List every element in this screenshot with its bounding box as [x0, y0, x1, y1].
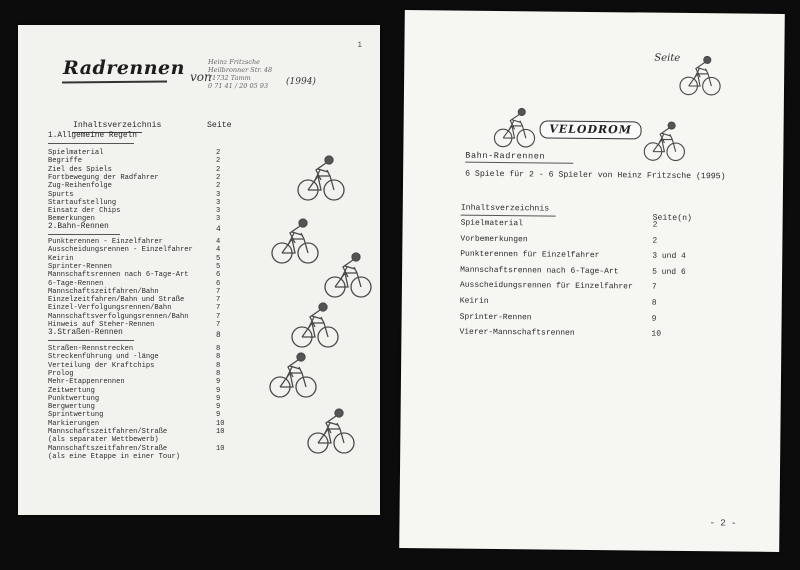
- toc-entry-page: 4: [216, 246, 221, 255]
- toc-entry-label: 6-Tage-Rennen: [48, 279, 104, 288]
- toc-entry: [48, 313, 223, 321]
- toc-entry-label: Mannschaftsrennen nach 6-Tage-Art: [460, 265, 619, 277]
- toc-entry-label: Markierungen: [48, 419, 100, 428]
- toc-entry-label: Ausscheidungsrennen - Einzelfahrer: [48, 246, 193, 255]
- document-subheading: 6 Spiele für 2 - 6 Spieler von Heinz Fritzsche (1995): [465, 169, 726, 182]
- toc-entry-page: 8: [216, 345, 221, 353]
- toc-entry: [48, 271, 223, 279]
- toc-heading: Inhaltsverzeichnis: [460, 203, 550, 214]
- toc-entry-label: Keirin: [48, 254, 74, 263]
- section-title: 1.Allgemeine Regeln: [48, 132, 137, 140]
- right-document-page: [399, 10, 785, 552]
- toc-entry: [461, 218, 731, 233]
- toc-entry-page: 2: [216, 149, 221, 157]
- toc-entry-page: 2: [216, 182, 221, 191]
- toc-entry-label: Zeitwertung: [48, 386, 95, 395]
- cyclist-icon: [323, 247, 373, 302]
- toc-entry: [48, 378, 223, 386]
- toc-entry-page: 8: [216, 361, 221, 370]
- toc-entry-label: Streckenführung und -länge: [48, 353, 159, 362]
- toc-entry: [48, 191, 223, 199]
- toc-entry-label: Einsatz der Chips: [48, 207, 121, 216]
- toc-entry: [48, 395, 223, 403]
- toc-entry: [48, 370, 223, 378]
- toc-entry-label: Ausscheidungsrennen für Einzelfahrer: [459, 281, 633, 292]
- toc-entry-label: Bergwertung: [48, 403, 95, 412]
- toc-entry: [48, 304, 223, 312]
- toc-entry: [48, 436, 223, 444]
- toc-entry-label: Begriffe: [48, 157, 83, 166]
- cyclist-icon: [270, 213, 320, 268]
- toc-entry: [48, 149, 223, 157]
- toc-entry-page: 10: [216, 428, 225, 436]
- toc-entry-label: Straßen-Rennstrecken: [48, 345, 134, 353]
- toc-entry: [48, 199, 223, 207]
- toc-entry: [460, 296, 730, 311]
- toc-entry-page: 2: [652, 236, 658, 246]
- toc-entry: [460, 233, 730, 248]
- toc-entry-page: 3: [216, 215, 221, 224]
- toc-entry-label: Verteilung der Kraftchips: [48, 361, 155, 370]
- toc-entry: [48, 387, 223, 395]
- toc-entry-page: 3: [216, 190, 221, 199]
- toc-entry-label: Zug-Reihenfolge: [48, 182, 112, 191]
- toc-entry: [459, 327, 729, 342]
- toc-entry-label: Spielmaterial: [48, 149, 104, 157]
- toc-entry-page: 3: [216, 207, 221, 216]
- toc-entry: [48, 403, 223, 411]
- cyclist-icon: [637, 116, 691, 165]
- toc-entry-page: 9: [651, 314, 657, 324]
- toc-entry-page: 9: [216, 378, 221, 387]
- toc-entry-label: Mannschaftszeitfahren/Straße: [48, 444, 168, 453]
- toc-entry-page: 5: [216, 262, 221, 271]
- toc-entry-page: 9: [216, 386, 221, 395]
- toc-seite-heading: Seite(n): [652, 213, 693, 224]
- toc-entry-label: Spurts: [48, 190, 74, 199]
- toc-entry: [48, 174, 223, 182]
- toc-entry: [460, 311, 730, 326]
- handwritten-von: von: [190, 70, 212, 84]
- toc-entry-label: Einzel-Verfolgungsrennen/Bahn: [48, 304, 172, 313]
- handwritten-year: (1994): [286, 77, 316, 87]
- toc-entry-label: Mannschaftszeitfahren/Straße: [48, 428, 168, 436]
- toc-entry-label: Sprinter-Rennen: [459, 312, 532, 322]
- cyclist-icon: [296, 150, 346, 205]
- stamp-line: 0 71 41 / 20 05 93: [208, 82, 269, 90]
- stamp-line: Heilbronner Str. 48: [208, 66, 273, 74]
- toc-entry-label: Mannschaftsverfolgungsrennen/Bahn: [48, 312, 189, 321]
- cyclist-icon: [268, 347, 318, 402]
- heading-rule: [465, 162, 573, 164]
- section-page-number: 4: [216, 226, 221, 234]
- toc-entry-page: 2: [216, 173, 221, 182]
- section-rule: [48, 234, 120, 235]
- toc-entry-label: Bemerkungen: [48, 215, 95, 224]
- toc-entry-page: 7: [216, 321, 221, 329]
- toc-entry: [48, 345, 223, 353]
- toc-entry: [48, 280, 223, 288]
- toc-entry-page: 2: [216, 157, 221, 166]
- document-heading: Bahn-Radrennen: [465, 150, 546, 162]
- toc-seite-heading: Seite: [207, 121, 232, 130]
- toc-entry-page: 7: [216, 287, 221, 296]
- toc-entry-label: Ziel des Spiels: [48, 165, 112, 174]
- stamp-line: 71732 Tamm: [208, 74, 251, 82]
- toc-entry-page: 10: [651, 329, 662, 339]
- toc-entry-label: Einzelzeitfahren/Bahn und Straße: [48, 296, 185, 305]
- section-rule: [48, 143, 134, 144]
- toc-entry-label: Hinweis auf Steher-Rennen: [48, 321, 155, 329]
- toc-entry: [460, 264, 730, 279]
- toc-entry-page: 6: [216, 279, 221, 288]
- cyclist-icon: [290, 297, 340, 352]
- toc-entry: [48, 428, 223, 436]
- title-underline: [62, 80, 167, 83]
- cyclist-icon: [487, 103, 541, 152]
- toc-entry-label: (als separater Wettbewerb): [48, 436, 159, 445]
- toc-heading-rule: [461, 215, 556, 217]
- handwritten-title: Radrennen: [63, 57, 185, 79]
- toc-entry: [48, 411, 223, 419]
- toc-entry-label: Mannschaftszeitfahren/Bahn: [48, 287, 159, 296]
- toc-entry: [48, 296, 223, 304]
- toc-entry-page: 8: [216, 353, 221, 362]
- toc-entry-page: 4: [216, 238, 221, 246]
- toc-entry-label: (als eine Etappe in einer Tour): [48, 452, 180, 461]
- toc-entry-label: Prolog: [48, 369, 74, 378]
- page-footer-number: - 2 -: [709, 518, 737, 529]
- toc-entry-label: Keirin: [459, 296, 489, 306]
- toc-entry: [48, 353, 223, 361]
- toc-entry: [48, 453, 223, 461]
- toc-entry-label: Fortbewegung der Radfahrer: [48, 173, 159, 182]
- toc-entry: [48, 157, 223, 165]
- toc-entry: [48, 445, 223, 453]
- toc-entry-page: 10: [216, 444, 225, 453]
- page-number: 1: [357, 41, 362, 50]
- toc-entry-label: Mehr-Etappenrennen: [48, 378, 125, 387]
- toc-entry-page: 7: [216, 296, 221, 305]
- toc-entry-page: 2: [652, 220, 658, 230]
- toc-entry-page: 9: [216, 403, 221, 412]
- toc-entry-page: 10: [216, 419, 225, 428]
- toc-entry-page: 7: [216, 304, 221, 313]
- toc-entry-label: Vierer-Mannschaftsrennen: [459, 327, 575, 339]
- toc-entry-page: 7: [651, 283, 657, 293]
- toc-entry: [460, 249, 730, 264]
- section-title: 3.Straßen-Rennen: [48, 329, 123, 337]
- toc-entry: [48, 182, 223, 190]
- toc-heading: Inhaltsverzeichnis: [73, 121, 162, 130]
- toc-entry-page: 9: [216, 411, 221, 420]
- author-stamp: [208, 58, 272, 90]
- toc-entry-label: Mannschaftsrennen nach 6-Tage-Art: [48, 271, 189, 280]
- toc-entry: [48, 362, 223, 370]
- stamp-line: Heinz Fritzsche: [208, 58, 261, 66]
- cyclist-icon: [306, 403, 356, 458]
- toc-entry: [460, 280, 730, 295]
- toc-entry-page: 6: [216, 271, 221, 280]
- toc-entry: [48, 238, 223, 246]
- toc-entry: [48, 288, 223, 296]
- section-rule: [48, 340, 134, 341]
- toc-entry-page: 8: [651, 298, 657, 308]
- toc-entry-page: 3 und 4: [652, 251, 686, 262]
- toc-entry-label: Punktwertung: [48, 394, 100, 403]
- toc-entry: [48, 246, 223, 254]
- toc-entry-label: Vorbemerkungen: [460, 234, 528, 244]
- toc-entry-label: Punkterennen für Einzelfahrer: [460, 249, 600, 261]
- toc-entry-label: Sprinter-Rennen: [48, 262, 112, 271]
- toc-entry-page: 8: [216, 369, 221, 378]
- toc-entry-page: 5: [216, 254, 221, 263]
- toc-entry: [48, 263, 223, 271]
- toc-entry-label: Startaufstellung: [48, 198, 117, 207]
- toc-entry: [48, 420, 223, 428]
- section-title: 2.Bahn-Rennen: [48, 223, 109, 231]
- handwritten-seite: Seite: [654, 52, 681, 64]
- toc-entry-page: 9: [216, 394, 221, 403]
- toc-entry-page: 5 und 6: [652, 267, 686, 277]
- cyclist-icon: [672, 51, 728, 100]
- toc-entry-label: Punkterennen - Einzelfahrer: [48, 238, 163, 246]
- toc-entry: [48, 207, 223, 215]
- toc-entry-page: 2: [216, 165, 221, 174]
- toc-entry: [48, 166, 223, 174]
- toc-entry-page: 7: [216, 312, 221, 321]
- toc-entry-page: 3: [216, 198, 221, 207]
- left-document-page: [18, 25, 380, 515]
- toc-entry: [48, 255, 223, 263]
- velodrom-banner: VELODROM: [539, 120, 641, 139]
- toc-entry-label: Spielmaterial: [460, 218, 524, 229]
- section-page-number: 8: [216, 332, 221, 340]
- toc-entry-label: Sprintwertung: [48, 411, 104, 420]
